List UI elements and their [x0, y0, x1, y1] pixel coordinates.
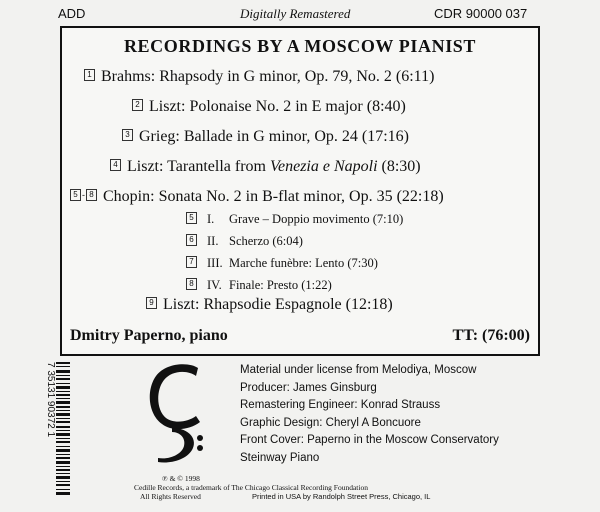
movement-2: [186, 234, 303, 249]
track-5-8: [70, 188, 444, 206]
credit-engineer: Remastering Engineer: Konrad Strauss: [240, 399, 441, 411]
track-number: 2: [132, 99, 143, 111]
credit-cover: Front Cover: Paperno in the Moscow Conservatory: [240, 434, 499, 446]
track-title: Grieg: Ballade in G minor, Op. 24 (17:16): [139, 128, 409, 145]
barcode-digits: [40, 362, 56, 502]
movement-number: 7: [186, 256, 197, 268]
track-1: [84, 68, 434, 86]
format-label: ADD: [58, 6, 86, 21]
track-range-dash: -: [82, 190, 85, 201]
track-4: [110, 158, 421, 176]
track-number: 4: [110, 159, 121, 171]
movement-3: [186, 256, 378, 271]
track-number: 9: [146, 297, 157, 309]
track-title-part: (8:30): [377, 158, 421, 175]
tracklist-box: [60, 26, 540, 356]
track-title-italic: Venezia e Napoli: [269, 158, 378, 175]
catalog-number: CDR 90000 037: [434, 6, 528, 21]
credit-producer: Producer: James Ginsburg: [240, 381, 377, 394]
track-title: Liszt: Polonaise No. 2 in E major (8:40): [149, 98, 406, 115]
track-number-end: 8: [86, 189, 97, 201]
credit-design: Graphic Design: Cheryl A Boncuore: [240, 416, 421, 429]
movement-title: Marche funèbre: Lento (7:30): [229, 256, 378, 270]
track-number-start: 5: [70, 189, 81, 201]
cedille-logo-icon: [144, 362, 208, 466]
movement-number: 8: [186, 278, 197, 290]
track-title: Brahms: Rhapsody in G minor, Op. 79, No. 2 (6:11): [101, 68, 435, 85]
barcode-icon: [56, 362, 70, 496]
track-3: [122, 128, 409, 146]
credits-list: [240, 362, 499, 467]
movement-roman: II.: [207, 234, 219, 248]
movement-title: Finale: Presto (1:22): [229, 278, 332, 292]
barcode-number: 7 35131 90372 1: [45, 362, 56, 438]
movement-number: 5: [186, 212, 197, 224]
movement-number: 6: [186, 234, 197, 246]
printer-credit: Printed in USA by Randolph Street Press, Chicago, IL: [252, 492, 431, 501]
copyright-year: ℗ & © 1998: [162, 474, 200, 483]
total-time: TT: (76:00): [452, 327, 530, 344]
album-title: RECORDINGS BY A MOSCOW PIANIST: [123, 36, 477, 56]
copyright-trademark: Cedille Records, a trademark of The Chicago Classical Recording Foundation: [134, 483, 368, 492]
credit-piano: Steinway Piano: [240, 451, 320, 464]
track-number: 3: [122, 129, 133, 141]
performer: Dmitry Paperno, piano: [70, 327, 228, 344]
track-number: 1: [84, 69, 95, 81]
movement-title: Scherzo (6:04): [229, 234, 303, 248]
movement-1: [186, 212, 403, 227]
header-bar: [0, 6, 600, 24]
track-title-part: Liszt: Tarantella from: [127, 158, 270, 175]
track-2: [132, 98, 406, 116]
movement-roman: III.: [207, 256, 223, 270]
movement-roman: IV.: [207, 278, 222, 292]
movement-roman: I.: [207, 212, 215, 226]
movement-title: Grave – Doppio movimento (7:10): [229, 212, 404, 226]
remastered-label: Digitally Remastered: [240, 6, 351, 21]
copyright-rights: All Rights Reserved: [140, 492, 201, 501]
track-title: Chopin: Sonata No. 2 in B-flat minor, Op. 35 (22:18): [103, 188, 444, 205]
credit-license: Material under license from Melodiya, Moscow: [240, 364, 477, 376]
track-9: [146, 296, 393, 314]
movement-4: [186, 278, 332, 293]
track-title: Liszt: Rhapsodie Espagnole (12:18): [163, 296, 393, 313]
